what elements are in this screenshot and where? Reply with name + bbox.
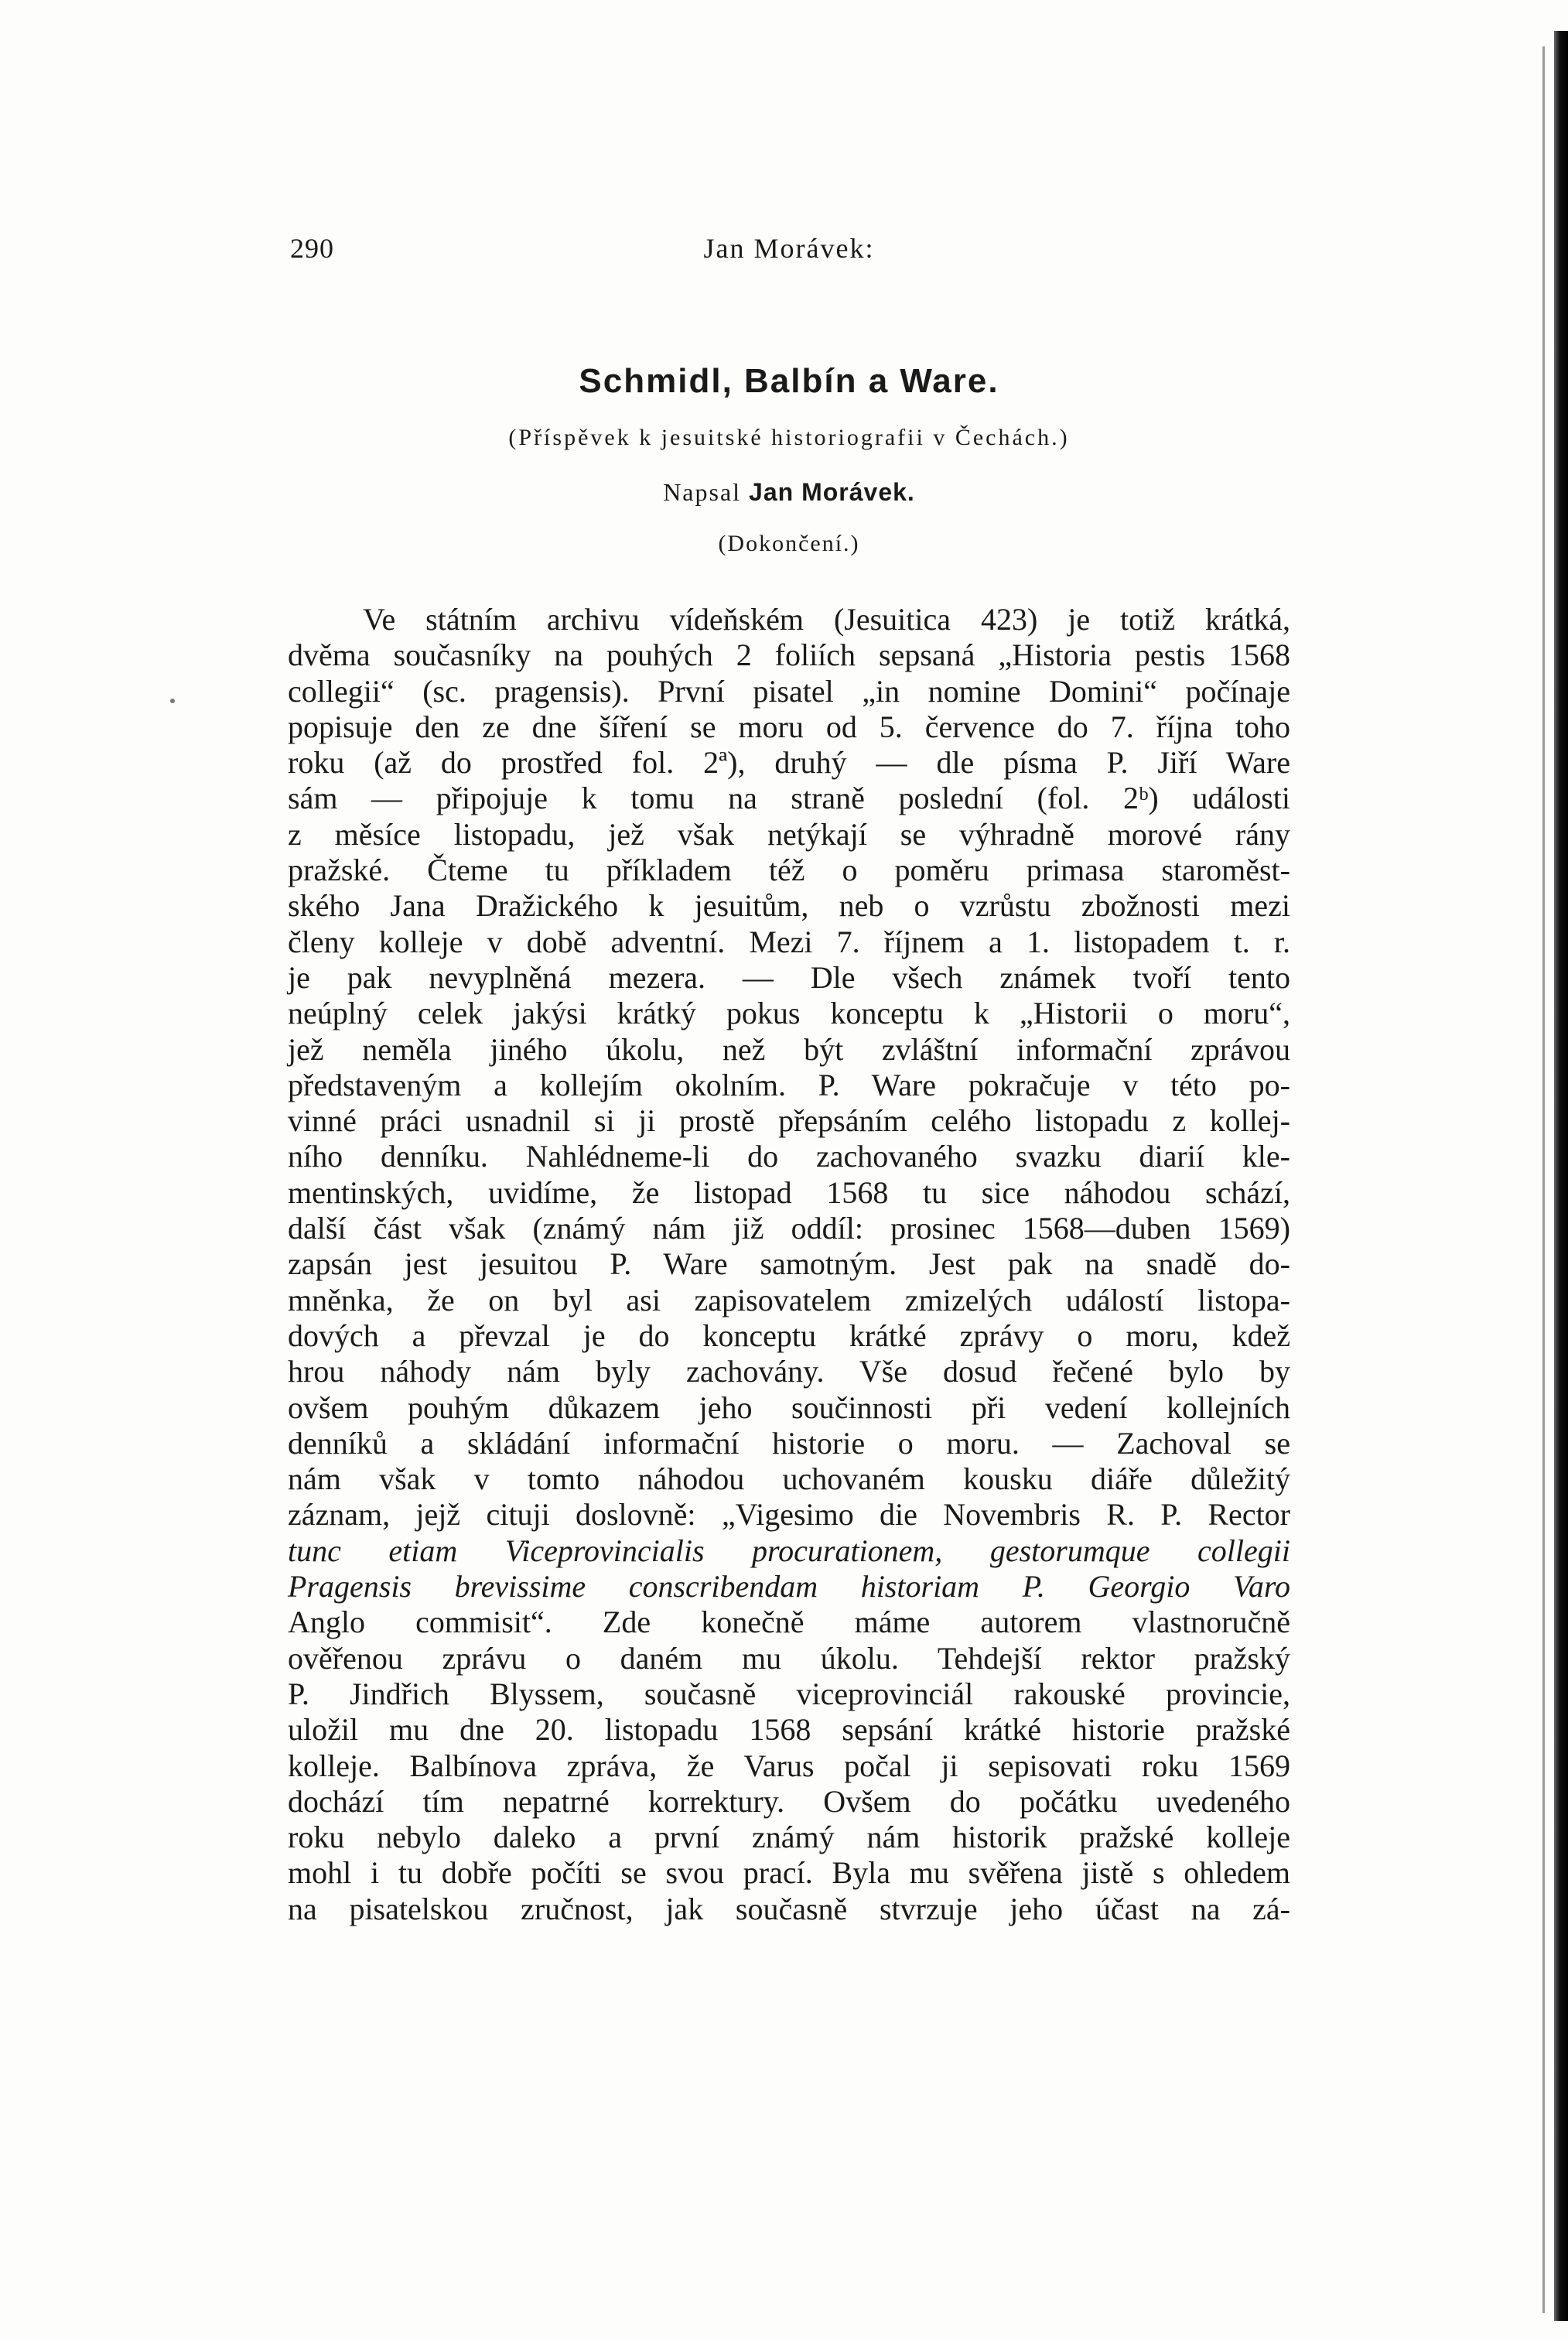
text-line: z měsíce listopadu, jež však netýkají se výhradně morové rány — [288, 816, 1290, 852]
text-line: ního denníku. Nahlédneme-li do zachovaného svazku diarií kle- — [288, 1139, 1290, 1174]
scan-edge-shadow — [1554, 31, 1568, 2321]
text-line: roku nebylo daleko a první známý nám historik pražské kolleje — [288, 1820, 1290, 1855]
article-subtitle: (Příspěvek k jesuitské historiografii v Čechách.) — [508, 425, 1070, 450]
article-title: Schmidl, Balbín a Ware. — [579, 362, 999, 400]
text-line: záznam, jejž cituji doslovně: „Vigesimo die Novembris R. P. Rector — [288, 1497, 1290, 1533]
text-line: představeným a kollejím okolním. P. Ware pokračuje v této po- — [288, 1067, 1290, 1102]
byline — [290, 478, 1288, 507]
running-head — [290, 232, 1288, 271]
text-line: kolleje. Balbínova zpráva, že Varus počal ji sepisovati roku 1569 — [288, 1748, 1290, 1783]
text-line: další část však (známý nám již oddíl: prosinec 1568—duben 1569) — [288, 1211, 1290, 1246]
text-line: tunc etiam Viceprovincialis procurationem, gestorumque collegii — [288, 1533, 1290, 1568]
text-line: vinné práci usnadnil si ji prostě přepsáním celého listopadu z kollej- — [288, 1103, 1290, 1139]
text-line: sám — připojuje k tomu na straně poslední (fol. 2ᵇ) události — [288, 781, 1290, 816]
byline-author: Jan Morávek. — [749, 478, 915, 506]
text-line: členy kolleje v době adventní. Mezi 7. říjnem a 1. listopadem t. r. — [288, 924, 1290, 959]
text-line: ského Jana Dražického k jesuitům, neb o vzrůstu zbožnosti mezi — [288, 888, 1290, 924]
text-line: mněnka, že on byl asi zapisovatelem zmizelých událostí listopa- — [288, 1282, 1290, 1317]
text-line: dových a převzal je do konceptu krátké zprávy o moru, kdež — [288, 1317, 1290, 1353]
running-title: Jan Morávek: — [703, 233, 875, 264]
text-line: collegii“ (sc. pragensis). První pisatel „in nomine Domini“ počínaje — [288, 673, 1290, 709]
text-line: Ve státním archivu vídeňském (Jesuitica 423) je totiž krátká, — [363, 602, 1290, 637]
text-line: roku (až do prostřed fol. 2ª), druhý — dle písma P. Jiří Ware — [288, 745, 1290, 781]
body-text — [288, 602, 1290, 1927]
scan-edge-line — [1542, 46, 1545, 2313]
margin-speck — [170, 699, 175, 703]
text-line: dochází tím nepatrné korrektury. Ovšem do počátku uvedeného — [288, 1783, 1290, 1819]
text-line: hrou náhody nám byly zachovány. Vše dosud řečené bylo by — [288, 1354, 1290, 1389]
text-line: neúplný celek jakýsi krátký pokus konceptu k „Historii o moru“, — [288, 996, 1290, 1031]
text-line: popisuje den ze dne šíření se moru od 5. července do 7. října toho — [288, 709, 1290, 744]
text-line: mohl i tu dobře počíti se svou prací. Byla mu svěřena jistě s ohledem — [288, 1855, 1290, 1891]
text-line: zapsán jest jesuitou P. Ware samotným. Jest pak na snadě do- — [288, 1246, 1290, 1282]
text-line: nám však v tomto náhodou uchovaném kousku diáře důležitý — [288, 1461, 1290, 1497]
text-line: ovšem pouhým důkazem jeho součinnosti při vedení kollejních — [288, 1389, 1290, 1425]
text-line: je pak nevyplněná mezera. — Dle všech známek tvoří tento — [288, 959, 1290, 995]
text-line: na pisatelskou zručnost, jak současně stvrzuje jeho účast na zá- — [288, 1891, 1290, 1926]
text-line: ověřenou zprávu o daném mu úkolu. Tehdejší rektor pražský — [288, 1640, 1290, 1676]
text-line: jež neměla jiného úkolu, než být zvláštní informační zprávou — [288, 1031, 1290, 1067]
byline-prefix: Napsal — [663, 478, 742, 506]
text-line: denníků a skládání informační historie o moru. — Zachoval se — [288, 1425, 1290, 1461]
text-line: mentinských, uvidíme, že listopad 1568 tu sice náhodou schází, — [288, 1174, 1290, 1210]
continuation-note: (Dokončení.) — [718, 531, 860, 556]
text-line: Anglo commisit“. Zde konečně máme autorem vlastnoručně — [288, 1605, 1290, 1640]
text-line: dvěma současníky na pouhých 2 foliích sepsaná „Historia pestis 1568 — [288, 637, 1290, 673]
page-number: 290 — [290, 233, 334, 264]
text-line: pražské. Čteme tu příkladem též o poměru primasa staroměst- — [288, 853, 1290, 888]
text-line: P. Jindřich Blyssem, současně viceprovinciál rakouské provincie, — [288, 1676, 1290, 1711]
text-line: uložil mu dne 20. listopadu 1568 sepsání krátké historie pražské — [288, 1712, 1290, 1748]
text-line: Pragensis brevissime conscribendam historiam P. Georgio Varo — [288, 1569, 1290, 1605]
